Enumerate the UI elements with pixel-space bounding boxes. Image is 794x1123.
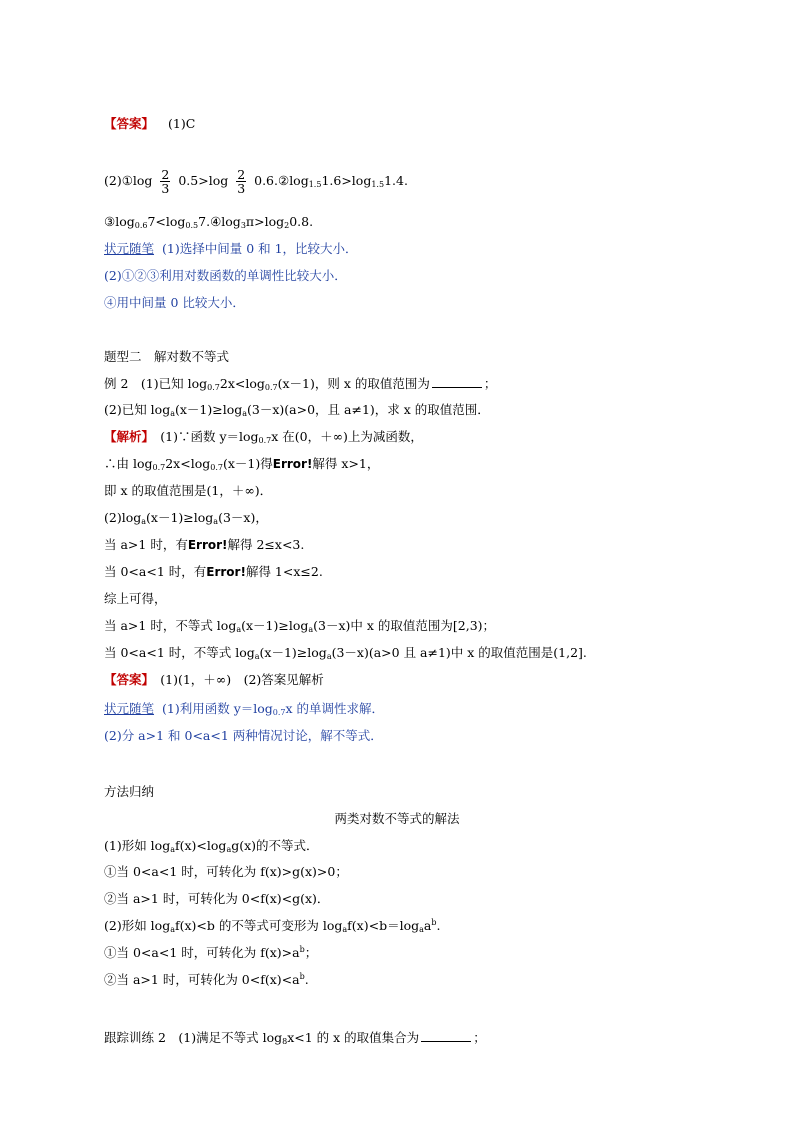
- example2-part1: 例 2 (1)已知 $\log_{0.7}2x<\log_{0.7}(x-1)$，则 x 的取值范围为 ；: [104, 376, 497, 392]
- error-text: Error!: [272, 457, 313, 471]
- note1-line3: ④用中间量 0 比较大小．: [104, 295, 245, 310]
- error-text: Error!: [187, 538, 228, 552]
- answer-text: (1)C: [168, 116, 196, 131]
- solution-line-7: 综上可得，: [104, 591, 167, 606]
- tracking-exercise-2: 跟踪训练 2 (1)满足不等式 $\log_8x<1$ 的 x 的取值集合为 ；: [104, 1030, 486, 1046]
- answer-tag: 【答案】: [104, 116, 155, 131]
- method-line-4: (2)形如 $\log_af(x)<b$ 的不等式可变形为 $\log_af(x)<b=\log_aa^b$.: [104, 918, 441, 934]
- solution-line-6: 当 0<a<1 时，有Error!解得 1<x≤2.: [104, 564, 323, 579]
- note2-line2: (2)分 a>1 和 0<a<1 两种情况讨论，解不等式．: [104, 728, 383, 743]
- method-heading: 两类对数不等式的解法: [334, 811, 460, 826]
- answer-blank[interactable]: [421, 1031, 471, 1042]
- example2-part2: (2)已知 $\log_a(x-1)\ge\log_a(3-x)(a>0$，且 a≠1)，求 x 的取值范围．: [104, 402, 490, 418]
- note-tag: 状元随笔: [104, 701, 155, 716]
- note1-line2: (2)①②③利用对数函数的单调性比较大小．: [104, 268, 347, 283]
- solution-line-3: 即 x 的取值范围是(1，＋∞)．: [104, 483, 273, 498]
- note-tag: 状元随笔: [104, 241, 155, 256]
- error-text: Error!: [206, 565, 246, 579]
- method-line-6: ②当 a>1 时，可转化为 $0<f(x)<a^b$.: [104, 972, 309, 987]
- answer-tag: 【答案】: [104, 672, 148, 687]
- solution-line-9: 当 0<a<1 时，不等式 $\log_a(x-1)\ge\log_a(3-x)(a>0$ 且 a≠1)中 x 的取值范围是(1,2].: [104, 645, 587, 661]
- compare-line-2b: $③\log_{0.6}7<\log_{0.5}7.④\log_3\pi>\log_20.8$.: [104, 214, 314, 230]
- fraction: $\frac{2}{3}$: [237, 167, 246, 196]
- method-line-5: ①当 0<a<1 时，可转化为 $f(x)>a^b$；: [104, 945, 318, 960]
- note1-line1: 状元随笔 (1)选择中间量 0 和 1，比较大小．: [104, 241, 358, 256]
- method-title: 方法归纳: [104, 784, 155, 799]
- solution-line-1: 【解析】 (1)∵函数 $y=\log_{0.7}x$ 在(0，＋∞)上为减函数，: [104, 429, 423, 445]
- note2-line1: 状元随笔 (1)利用函数 $y=\log_{0.7}x$ 的单调性求解．: [104, 701, 385, 717]
- solution-line-2: ∴由 $\log_{0.7}2x<\log_{0.7}(x-1)$得Error!解得 x>1，: [104, 456, 380, 472]
- method-line-3: ②当 a>1 时，可转化为 0<f(x)<g(x)．: [104, 891, 330, 906]
- answer-blank[interactable]: [432, 377, 482, 388]
- method-line-2: ①当 0<a<1 时，可转化为 f(x)>g(x)>0；: [104, 864, 348, 879]
- solution-line-8: 当 a>1 时，不等式 $\log_a(x-1)\ge\log_a(3-x)$中 x 的取值范围为[2,3)；: [104, 618, 496, 634]
- solution-line-4: $(2)\log_a(x-1)\ge\log_a(3-x)$，: [104, 510, 268, 526]
- answer-line-2: 【答案】 (1)(1，＋∞) (2)答案见解析: [104, 672, 324, 687]
- fraction: $\frac{2}{3}$: [161, 167, 170, 196]
- answer-line-1: [104, 116, 195, 132]
- section-heading-type2: 题型二 解对数不等式: [104, 349, 230, 364]
- method-line-1: (1)形如 $\log_af(x)<\log_ag(x)$的不等式．: [104, 838, 319, 854]
- compare-line-2a: (2)①log $\frac{2}{3}$ 0.5>log $\frac{2}{3}$ $0.6.②\log_{1.5}1.6>\log_{1.5}1.4$.: [104, 167, 408, 196]
- solution-tag: 【解析】: [104, 429, 148, 444]
- solution-line-5: 当 a>1 时，有Error!解得 2≤x<3.: [104, 537, 305, 552]
